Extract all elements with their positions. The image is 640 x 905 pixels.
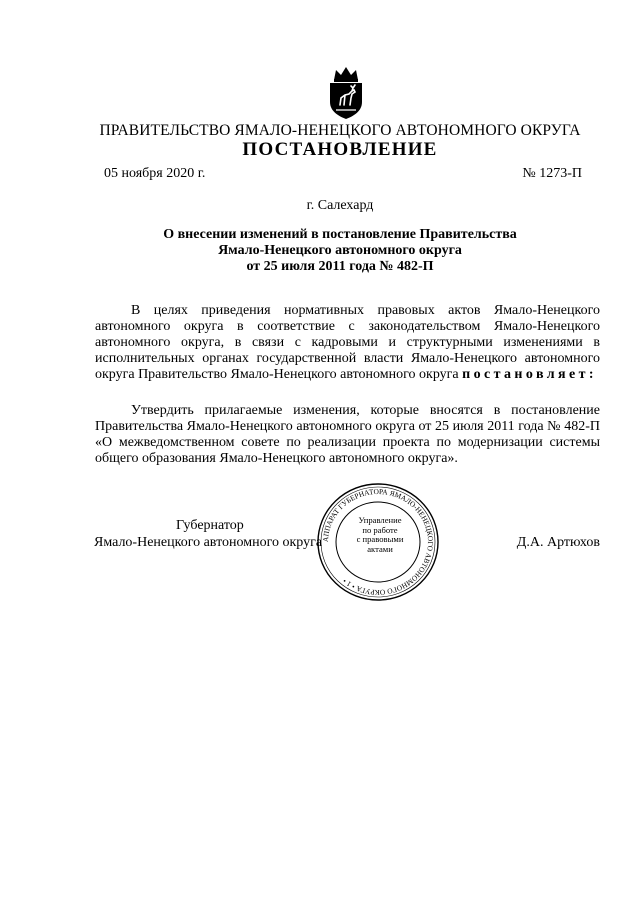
- stamp-line-3: с правовыми: [356, 534, 404, 545]
- document-date: 05 ноября 2020 г.: [104, 166, 206, 181]
- operative-paragraph: Утвердить прилагаемые изменения, которые вносятся в постановление Правительства Ямало-Ненецкого автономного округа от 25 июля 2011 года № 482-П «О межведомственном совете по реализации проекта по модернизации системы общего образования Ямало-Ненецкого автономного округа».: [95, 403, 600, 466]
- title-line-2: Ямало-Ненецкого автономного округа: [218, 243, 462, 258]
- stamp-ring-text: АППАРАТ ГУБЕРНАТОРА ЯМАЛО-НЕНЕЦКОГО АВТОНОМНОГО ОКРУГА • 1 •: [320, 486, 436, 598]
- preamble-paragraph: [95, 303, 600, 383]
- coat-of-arms-icon: [326, 64, 366, 120]
- document-number: № 1273-П: [522, 166, 582, 181]
- decree-word: постановляет:: [462, 367, 597, 382]
- document-title: [90, 227, 590, 275]
- signatory-name: Д.А. Артюхов: [516, 535, 600, 550]
- signatory-title: Губернатор: [176, 518, 244, 533]
- signatory-organization: Ямало-Ненецкого автономного округа: [94, 535, 323, 550]
- document-type: ПОСТАНОВЛЕНИЕ: [242, 139, 438, 160]
- stamp-line-4: актами: [367, 543, 393, 554]
- stamp-center-text: [340, 516, 420, 554]
- stamp-line-2: по работе: [362, 524, 398, 535]
- city: г. Салехард: [306, 198, 374, 213]
- title-line-1: О внесении изменений в постановление Правительства: [163, 227, 517, 242]
- stamp-line-1: Управление: [358, 515, 402, 525]
- organization-name: ПРАВИТЕЛЬСТВО ЯМАЛО-НЕНЕЦКОГО АВТОНОМНОГО ОКРУГА: [99, 122, 581, 139]
- title-line-3: от 25 июля 2011 года № 482-П: [246, 259, 434, 274]
- preamble-text: В целях приведения нормативных правовых актов Ямало-Ненецкого автономного округа в соответствие с законодательством Ямало-Ненецкого автономного округа, в связи с кадровыми и структурными изменениями в исполнительных органах государственной власти Ямало-Ненецкого автономного округа Правительство Ямало-Ненецкого автономного округа: [95, 303, 600, 382]
